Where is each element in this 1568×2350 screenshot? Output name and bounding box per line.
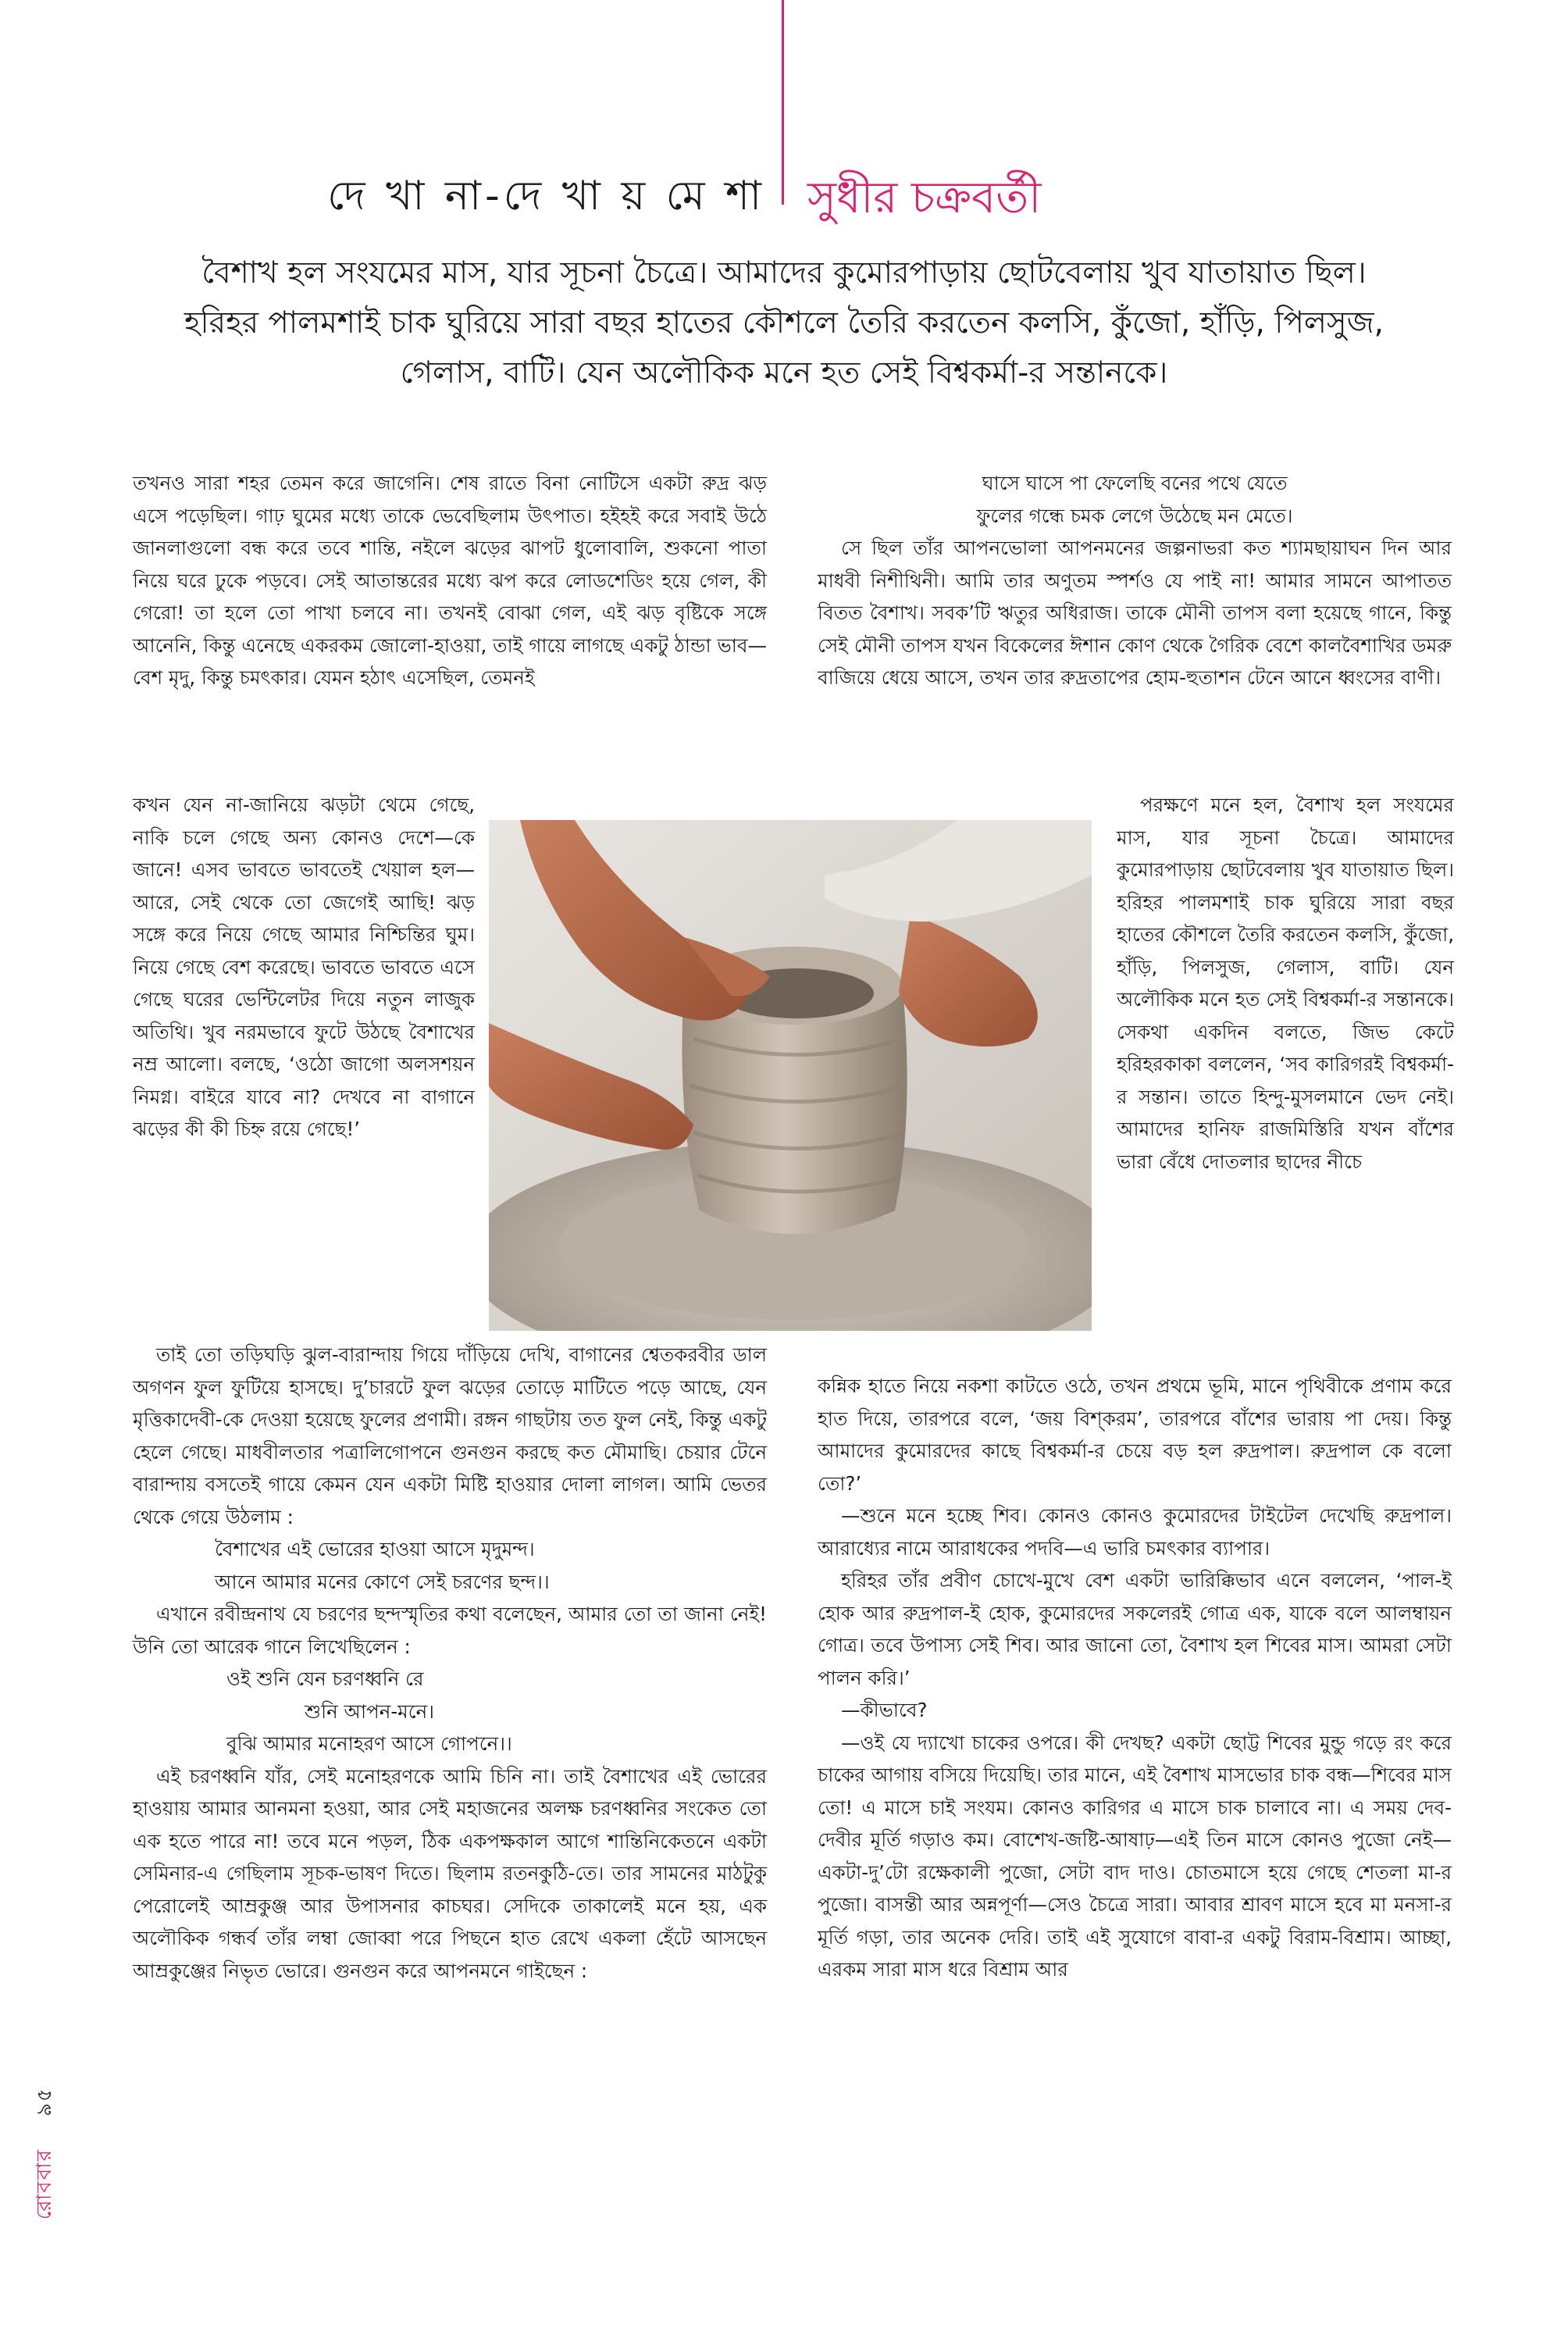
column-left-top bbox=[133, 467, 767, 694]
paragraph: সে ছিল তাঁর আপনভোলা আপনমনের জল্পনাভরা কত শ্যামছায়াঘন দিন আর মাধবী নিশীথিনী। আমি তার অণুতম স্পর্শও যে পাই না! আমার সামনে আপাতত বিতত বৈশাখ। সবক’টি ঋতুর অধিরাজ। তাকে মৌনী তাপস বলা হয়েছে গানে, কিন্তু সেই মৌনী তাপস যখন বিকেলের ঈশান কোণ থেকে গৈরিক বেশে কালবৈশাখির ডমরু বাজিয়ে ধেয়ে আসে, তখন তার রুদ্রতাপের হোম-হুতাশন টেনে আনে ধ্বংসের বাণী। bbox=[818, 537, 1452, 689]
section-title: দে খা না-দে খা য় মে শা bbox=[327, 173, 765, 219]
author-name: সুধীর চক্রবর্তী bbox=[807, 173, 1042, 223]
song-verse: ঘাসে ঘাসে পা ফেলেছি বনের পথে যেতে bbox=[982, 472, 1288, 494]
column-right-top bbox=[818, 467, 1452, 694]
paragraph: —কীভাবে? bbox=[841, 1699, 928, 1721]
column-right-wrap bbox=[1117, 789, 1454, 1178]
song-verse: বৈশাখের এই ভোরের হাওয়া আসে মৃদুমন্দ। bbox=[215, 1538, 535, 1560]
page-number: ৯৫ bbox=[33, 2087, 56, 2116]
song-verse: আনে আমার মনের কোণে সেই চরণের ছন্দ।। bbox=[215, 1570, 550, 1593]
standfirst-line: হরিহর পালমশাই চাক ঘুরিয়ে সারা বছর হাতের কৌশলে তৈরি করতেন কলসি, কুঁজো, হাঁড়ি, পিলসুজ, bbox=[184, 305, 1384, 341]
song-verse: ফুলের গন্ধে চমক লেগে উঠেছে মন মেতে। bbox=[976, 504, 1293, 527]
column-right-bottom bbox=[818, 1370, 1452, 1986]
paragraph: কন্নিক হাতে নিয়ে নকশা কাটতে ওঠে, তখন প্রথমে ভূমি, মানে পৃথিবীকে প্রণাম করে হাত দিয়ে, তারপরে বলে, ‘জয় বিশ্করম’, তারপরে বাঁশের ভারায় পা দেয়। কিন্তু আমাদের কুমোরদের কাছে বিশ্বকর্মা-র চেয়ে বড় হল রুদ্রপাল। রুদ্রপাল কে বলো তো?’ bbox=[818, 1375, 1452, 1495]
standfirst bbox=[117, 248, 1451, 398]
potter-wheel-photo bbox=[489, 820, 1092, 1331]
column-left-wrap bbox=[133, 789, 475, 1146]
paragraph: এখানে রবীন্দ্রনাথ যে চরণের ছন্দস্মৃতির কথা বলেছেন, আমার তো তা জানা নেই! উনি তো আরেক গানে লিখেছিলেন : bbox=[133, 1603, 767, 1658]
paragraph: —শুনে মনে হচ্ছে শিব। কোনও কোনও কুমোরদের টাইটেল দেখেছি রুদ্রপাল। আরাধ্যের নামে আরাধকের পদবি—এ ভারি চমৎকার ব্যাপার। bbox=[818, 1504, 1452, 1560]
standfirst-line: বৈশাখ হল সংযমের মাস, যার সূচনা চৈত্রে। আমাদের কুমোরপাড়ায় ছোটবেলায় খুব যাতায়াত ছিল। bbox=[201, 255, 1367, 291]
page-folio bbox=[30, 2023, 61, 2280]
paragraph: হরিহর তাঁর প্রবীণ চোখে-মুখে বেশ একটা ভারিক্কিভাব এনে বললেন, ‘পাল-ই হোক আর রুদ্রপাল-ই হোক, কুমোরদের সকলেরই গোত্র এক, যাকে বলে আলম্বায়ন গোত্র। তবে উপাস্য সেই শিব। আর জানো তো, বৈশাখ হল শিবের মাস। আমরা সেটা পালন করি।’ bbox=[818, 1569, 1452, 1689]
song-verse: শুনি আপন-মনে। bbox=[305, 1699, 435, 1723]
standfirst-line: গেলাস, বাটি। যেন অলৌকিক মনে হত সেই বিশ্বকর্মা-র সন্তানকে। bbox=[400, 355, 1168, 390]
column-left-bottom bbox=[133, 1339, 767, 1987]
paragraph: কখন যেন না-জানিয়ে ঝড়টা থেমে গেছে, নাকি চলে গেছে অন্য কোনও দেশে—কে জানে! এসব ভাবতে ভাবতেই খেয়াল হল—আরে, সেই থেকে তো জেগেই আছি! ঝড় সঙ্গে করে নিয়ে গেছে আমার নিশ্চিন্তির ঘুম। নিয়ে গেছে বেশ করেছে। ভাবতে ভাবতে এসে গেছে ঘরের ভেন্টিলেটর দিয়ে নতুন লাজুক অতিথি। খুব নরমভাবে ফুটে উঠছে বৈশাখের নম্র আলো। বলছে, ‘ওঠো জাগো অলসশয়ন নিমগ্ন। বাইরে যাবে না? দেখবে না বাগানে ঝড়ের কী কী চিহ্ন রয়ে গেছে!’ bbox=[133, 793, 475, 1140]
paragraph: পরক্ষণে মনে হল, বৈশাখ হল সংযমের মাস, যার সূচনা চৈত্রে। আমাদের কুমোরপাড়ায় ছোটবেলায় খুব যাতায়াত ছিল। হরিহর পালমশাই চাক ঘুরিয়ে সারা বছর হাতের কৌশলে তৈরি করতেন কলসি, কুঁজো, হাঁড়ি, পিলসুজ, গেলাস, বাটি। যেন অলৌকিক মনে হত সেই বিশ্বকর্মা-র সন্তানকে। সেকথা একদিন বলতে, জিভ কেটে হরিহরকাকা বললেন, ‘সব কারিগরই বিশ্বকর্মা-র সন্তান। তাতে হিন্দু-মুসলমানে ভেদ নেই। আমাদের হানিফ রাজমিস্তিরি যখন বাঁশের ভারা বেঁধে দোতলার ছাদের নীচে bbox=[1117, 793, 1455, 1173]
pottery-hands-illustration bbox=[489, 820, 1092, 1331]
header-divider bbox=[782, 0, 784, 205]
paragraph: এই চরণধ্বনি যাঁর, সেই মনোহরণকে আমি চিনি না। তাই বৈশাখের এই ভোরের হাওয়ায় আমার আনমনা হওয়া, আর সেই মহাজনের অলক্ষ চরণধ্বনির সংকেত তো এক হতে পারে না! তবে মনে পড়ল, ঠিক একপক্ষকাল আগে শান্তিনিকেতনে একটা সেমিনার-এ গেছিলাম সূচক-ভাষণ দিতে। ছিলাম রতনকুঠি-তে। তার সামনের মাঠটুকু পেরোলেই আম্রকুঞ্জ আর উপাসনার কাচঘর। সেদিকে তাকালেই মনে হয়, এক অলৌকিক গন্ধর্ব তাঁর লম্বা জোব্বা পরে পিছনে হাত রেখে একলা হেঁটে আসছেন আম্রকুঞ্জের নিভৃত ভোরে। গুনগুন করে আপনমনে গাইছেন : bbox=[133, 1764, 767, 1982]
magazine-name: রোববার bbox=[33, 2148, 56, 2220]
paragraph: তখনও সারা শহর তেমন করে জাগেনি। শেষ রাতে বিনা নোটিসে একটা রুদ্র ঝড় এসে পড়েছিল। গাঢ় ঘুমের মধ্যে তাকে ভেবেছিলাম উৎপাত। হইহই করে সবাই উঠে জানলাগুলো বন্ধ করে তবে শান্তি, নইলে ঝড়ের ঝাপট ধুলোবালি, শুকনো পাতা নিয়ে ঘরে ঢুকে পড়বে। সেই আতান্তরের মধ্যে ঝপ করে লোডশেডিং হয়ে গেল, কী গেরো! তা হলে তো পাখা চলবে না। তখনই বোঝা গেল, এই ঝড় বৃষ্টিকে সঙ্গে আনেনি, কিন্তু এনেছে একরকম জোলো-হাওয়া, তাই গায়ে লাগছে একটু ঠান্ডা ভাব—বেশ মৃদু, কিন্তু চমৎকার। যেমন হঠাৎ এসেছিল, তেমনই bbox=[133, 472, 767, 689]
paragraph: —ওই যে দ্যাখো চাকের ওপরে। কী দেখছ? একটা ছোট্ট শিবের মুন্ডু গড়ে রং করে চাকের আগায় বসিয়ে দিয়েছি। তার মানে, এই বৈশাখ মাসভোর চাক বন্ধ—শিবের মাস তো! এ মাসে চাই সংযম। কোনও কারিগর এ মাসে চাক চালাবে না। এ সময় দেব-দেবীর মূর্তি গড়াও কম। বোশেখ-জষ্টি-আষাঢ়—এই তিন মাসে কোনও পুজো নেই—একটা-দু’টো রক্ষেকালী পুজো, সেটা বাদ দাও। চোতমাসে হয়ে গেছে শেতলা মা-র পুজো। বাসন্তী আর অন্নপূর্ণা—সেও চৈত্রে সারা। আবার শ্রাবণ মাসে হবে মা মনসা-র মূর্তি গড়া, তার অনেক দেরি। তাই এই সুযোগে বাবা-র একটু বিরাম-বিশ্রাম। আচ্ছা, এরকম সারা মাস ধরে বিশ্রাম আর bbox=[818, 1731, 1452, 1981]
song-verse: ওই শুনি যেন চরণধ্বনি রে bbox=[226, 1667, 424, 1690]
paragraph: তাই তো তড়িঘড়ি ঝুল-বারান্দায় গিয়ে দাঁড়িয়ে দেখি, বাগানের শ্বেতকরবীর ডাল অগণন ফুল ফুটিয়ে হাসছে। দু’চারটে ফুল ঝড়ের তোড়ে মাটিতে পড়ে আছে, যেন মৃত্তিকাদেবী-কে দেওয়া হয়েছে ফুলের প্রণামী। রঙ্গন গাছটায় তত ফুল নেই, কিন্তু একটু হেলে গেছে। মাধবীলতার পত্রালিগোপনে গুনগুন করছে কত মৌমাছি। চেয়ার টেনে বারান্দায় বসতেই গায়ে কেমন যেন একটা মিষ্টি হাওয়ার দোলা লাগল। আমি ভেতর থেকে গেয়ে উঠলাম : bbox=[133, 1343, 767, 1528]
song-verse: বুঝি আমার মনোহরণ আসে গোপনে।। bbox=[226, 1732, 512, 1755]
